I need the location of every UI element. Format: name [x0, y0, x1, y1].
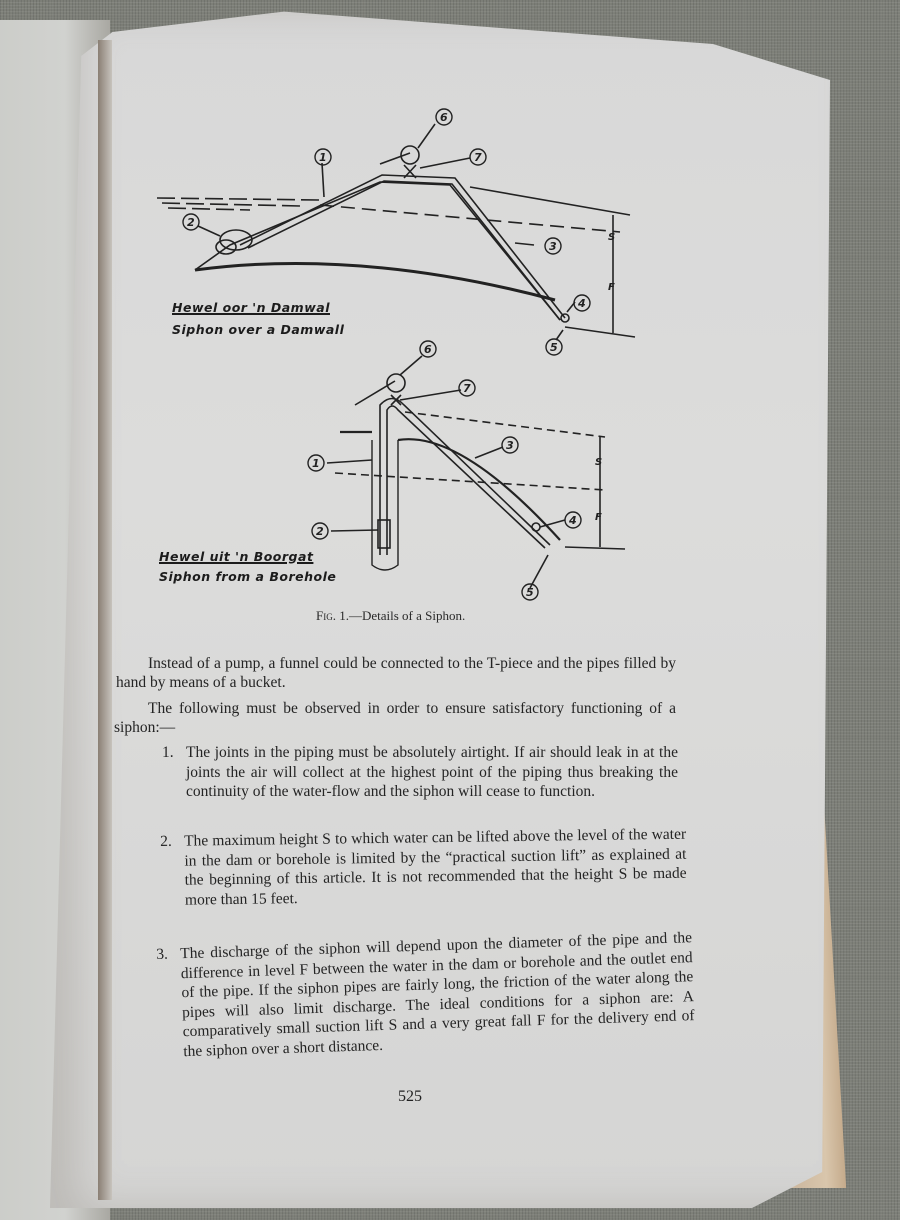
list-item-number: 1. [162, 744, 174, 761]
svg-text:5: 5 [526, 586, 534, 599]
list-item-number: 2. [160, 832, 172, 850]
svg-text:3: 3 [506, 439, 514, 452]
list-item-text: The discharge of the siphon will depend upon the diameter of the pipe and the difference in level F between the water in the dam or borehole and the outlet end of the pipe. If the siphon pipes are fairly long, the friction of the water along the pipes will also limit discharge. The ideal conditions for a siphon are: A comparatively small suction lift S and a very great fall F for the delivery end of the siphon over a short distance. [180, 929, 695, 1060]
svg-text:7: 7 [463, 382, 471, 395]
bottom-diagram-caption-english: Siphon from a Borehole [159, 569, 337, 584]
paragraph-funnel: Instead of a pump, a funnel could be connected to the T-piece and the pipes filled by hand by means of a bucket. [116, 655, 676, 691]
svg-text:4: 4 [578, 297, 586, 310]
svg-text:7: 7 [474, 151, 482, 164]
list-item [156, 928, 695, 1062]
siphon-diagram [150, 100, 670, 610]
svg-text:S: S [608, 232, 616, 243]
figure-caption [316, 608, 465, 624]
figure-caption-text: —Details of a Siphon. [348, 608, 466, 623]
svg-text:1: 1 [319, 151, 327, 164]
list-item-text: The joints in the piping must be absolutely airtight. If air should leak in at the joints the air will collect at the highest point of the piping thus breaking the continuity of the water-flow and the siphon will cease to function. [186, 744, 678, 800]
svg-text:1: 1 [312, 457, 320, 470]
bottom-diagram-caption-afrikaans: Hewel uit 'n Boorgat [159, 549, 314, 564]
svg-text:2: 2 [316, 525, 324, 538]
figure-caption-prefix: Fig. 1. [316, 608, 349, 623]
svg-text:4: 4 [569, 514, 577, 527]
svg-text:3: 3 [549, 240, 557, 253]
list-item-text: The maximum height S to which water can be lifted above the level of the water in the dam or borehole is limited by the “practical suction lift” as explained at the beginning of this article. It is not recommended that the height S be made more than 15 feet. [184, 825, 687, 909]
paragraph-following: The following must be observed in order to ensure satisfactory functioning of a siphon:— [114, 700, 676, 736]
list-item [160, 825, 687, 910]
list-item-number: 3. [156, 945, 169, 963]
page-number: 525 [398, 1088, 422, 1105]
top-diagram-caption-afrikaans: Hewel oor 'n Damwal [172, 300, 330, 315]
svg-text:S: S [595, 457, 603, 468]
svg-text:2: 2 [187, 216, 195, 229]
svg-text:F: F [595, 512, 602, 523]
list-item [162, 743, 678, 802]
top-diagram-caption-english: Siphon over a Damwall [172, 322, 345, 337]
svg-text:6: 6 [424, 343, 432, 356]
svg-text:6: 6 [440, 111, 448, 124]
svg-text:F: F [608, 282, 615, 293]
svg-text:5: 5 [550, 341, 558, 354]
